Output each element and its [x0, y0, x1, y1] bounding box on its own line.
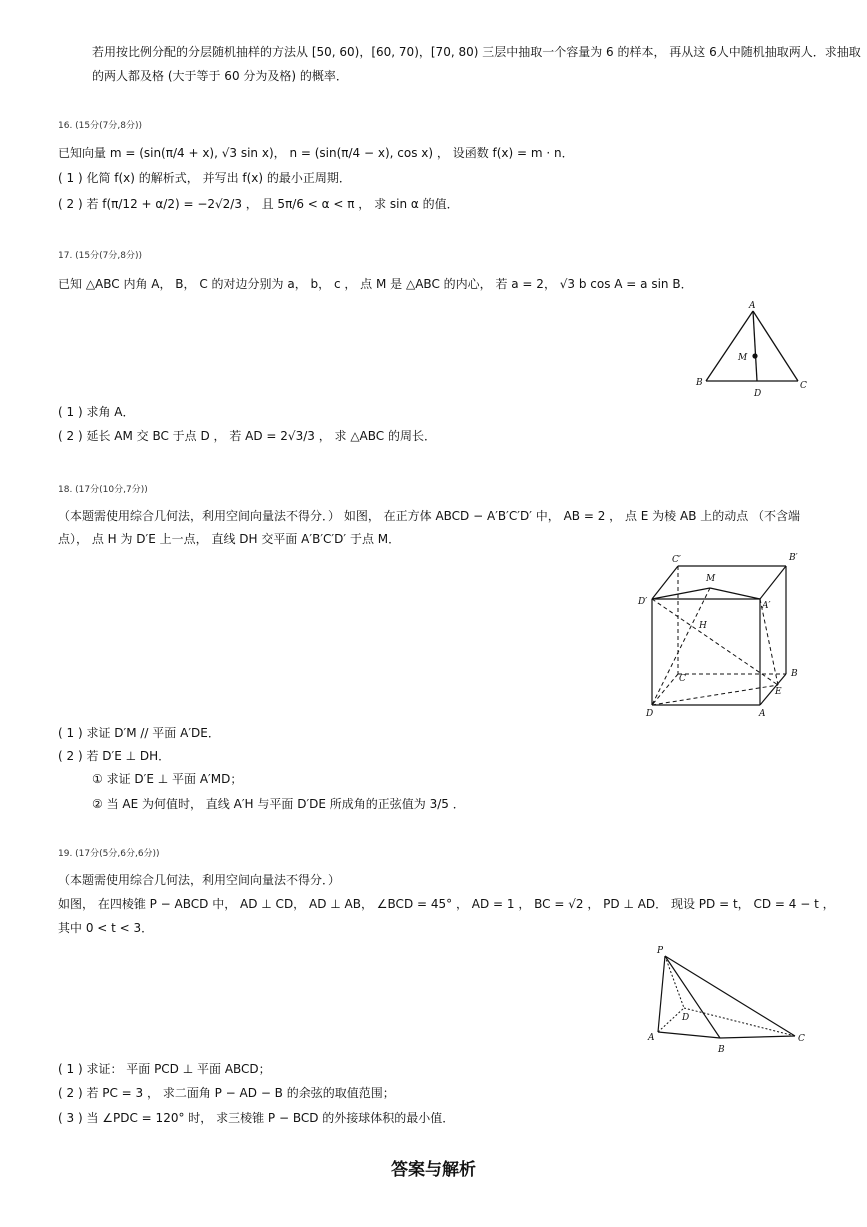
label-a: A — [749, 301, 756, 311]
label-a: A — [648, 1033, 655, 1043]
label-d: D — [754, 389, 762, 399]
q17-part-2: ( 2 ) 延长 AM 交 BC 于点 D ， 若 AD = 2√3/3 ， 求 △ABC 的周长． — [58, 429, 436, 443]
q19-stem-1: （本题需使用综合几何法，利用空间向量法不得分．） — [58, 873, 341, 887]
label-m: M — [738, 353, 748, 363]
q19-stem-3: 其中 0 < t < 3． — [58, 921, 154, 935]
q19-stem-2: 如图， 在四棱锥 P − ABCD 中， AD ⊥ CD， AD ⊥ AB， ∠BCD = 45° ， AD = 1 ， BC = √2 ， PD ⊥ AD． 现设 PD = t， CD = 4 − t ， — [58, 897, 835, 911]
q18-part-2a: ① 求证 D′E ⊥ 平面 A′MD； — [92, 772, 243, 786]
label-h: H — [699, 621, 707, 631]
intro-line-2: 的两人都及格 (大于等于 60 分为及格) 的概率． — [92, 69, 348, 83]
q18-part-2b: ② 当 AE 为何值时， 直线 A′H 与平面 D′DE 所成角的正弦值为 3/5 ． — [92, 797, 465, 811]
q16-stem: 已知向量 m = (sin(π/4 + x), √3 sin x)， n = (sin(π/4 − x), cos x) ， 设函数 f(x) = m · n． — [58, 146, 574, 160]
q18-stem-1: （本题需使用综合几何法，利用空间向量法不得分．） 如图， 在正方体 ABCD − A′B′C′D′ 中， AB = 2 ， 点 E 为棱 AB 上的动点 （不含端 — [58, 509, 801, 523]
q18-part-1: ( 1 ) 求证 D′M // 平面 A′DE． — [58, 726, 220, 740]
incenter-m-point — [752, 353, 757, 358]
q19-header: 19. (17分(5分,6分,6分)) — [58, 849, 160, 859]
cube-figure — [630, 550, 810, 720]
label-d: D — [646, 709, 654, 719]
q18-stem-2: 点）， 点 H 为 D′E 上一点， 直线 DH 交平面 A′B′C′D′ 于点 M． — [58, 532, 401, 546]
answers-section-title: 答案与解析 — [391, 1160, 476, 1180]
q16-part-1: ( 1 ) 化简 f(x) 的解析式， 并写出 f(x) 的最小正周期． — [58, 171, 351, 185]
label-b: B — [718, 1045, 725, 1055]
q19-part-3: ( 3 ) 当 ∠PDC = 120° 时， 求三棱锥 P − BCD 的外接球体积的最小值． — [58, 1111, 455, 1125]
segment-ad — [753, 311, 757, 381]
label-b-prime: B′ — [789, 553, 798, 563]
q16-header: 16. (15分(7分,8分)) — [58, 121, 142, 131]
q17-header: 17. (15分(7分,8分)) — [58, 251, 142, 261]
triangle-edge-ac — [753, 311, 798, 381]
q16-part-2: ( 2 ) 若 f(π/12 + α/2) = −2√2/3 ， 且 5π/6 < α < π ， 求 sin α 的值． — [58, 197, 459, 211]
label-c: C — [800, 381, 807, 391]
label-a: A — [759, 709, 766, 719]
intro-line-1: 若用按比例分配的分层随机抽样的方法从 [50, 60)，[60, 70)，[70, 80) 三层中抽取一个容量为 6 的样本， 再从这 6人中随机抽取两人．求抽取 — [92, 45, 861, 59]
label-e: E — [775, 687, 782, 697]
q18-part-2: ( 2 ) 若 D′E ⊥ DH． — [58, 749, 171, 763]
q19-part-1: ( 1 ) 求证： 平面 PCD ⊥ 平面 ABCD； — [58, 1062, 271, 1076]
label-d: D — [682, 1013, 690, 1023]
triangle-figure — [690, 298, 820, 400]
label-a-prime: A′ — [762, 601, 771, 611]
label-c: C — [679, 674, 686, 684]
label-b: B — [791, 669, 798, 679]
label-b: B — [696, 378, 703, 388]
label-c: C — [798, 1034, 805, 1044]
label-c-prime: C′ — [672, 555, 681, 565]
triangle-edge-ab — [706, 311, 753, 381]
label-d-prime: D′ — [638, 597, 648, 607]
q17-stem: 已知 △ABC 内角 A， B， C 的对边分别为 a， b， c ， 点 M 是 △ABC 的内心， 若 a = 2， √3 b cos A = a sin B． — [58, 277, 693, 291]
q18-header: 18. (17分(10分,7分)) — [58, 485, 148, 495]
label-m: M — [706, 574, 716, 584]
label-p: P — [657, 946, 664, 956]
q19-part-2: ( 2 ) 若 PC = 3 ， 求二面角 P − AD − B 的余弦的取值范围； — [58, 1086, 395, 1100]
pyramid-figure — [640, 940, 815, 1060]
q17-part-1: ( 1 ) 求角 A． — [58, 405, 135, 419]
